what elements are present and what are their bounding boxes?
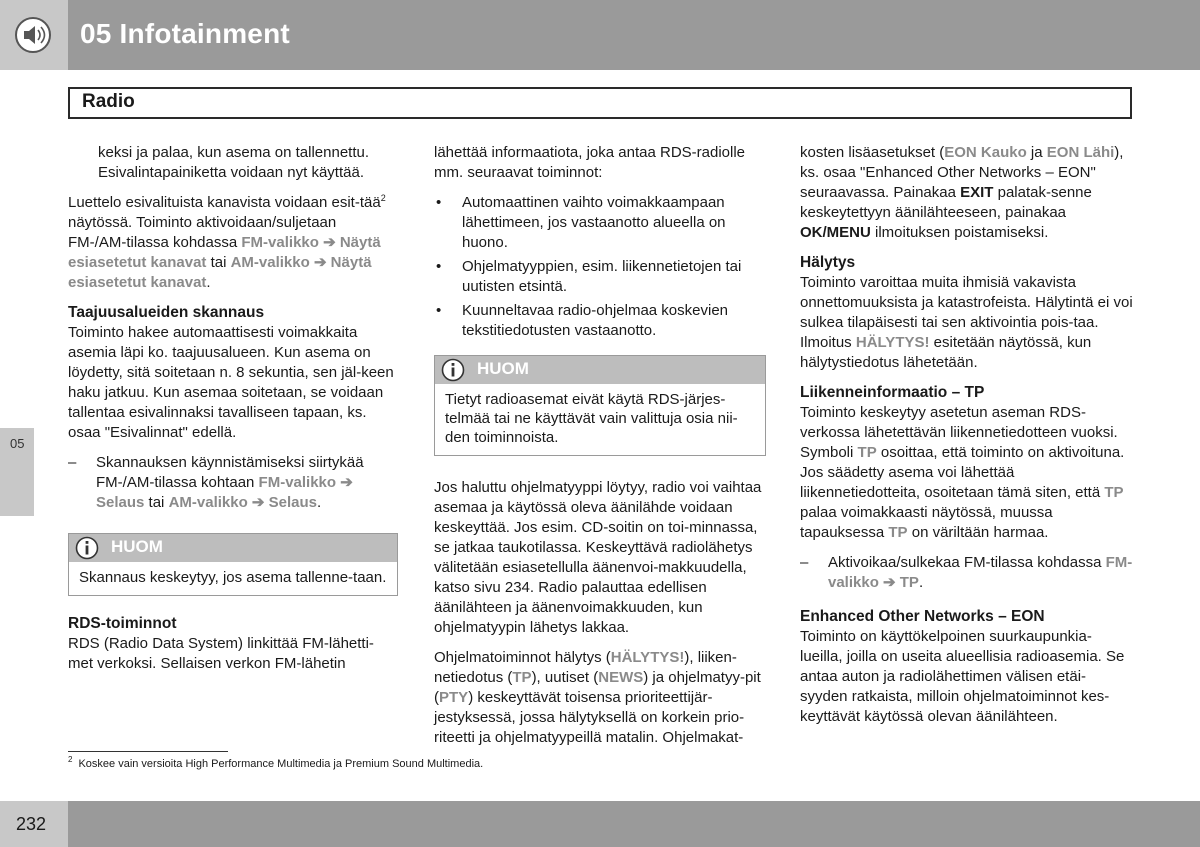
heading-scan: Taajuusalueiden skannaus xyxy=(68,304,265,321)
text: esitetään näytössä, kun hälytystiedotus lähetetään. xyxy=(800,334,1092,371)
symbol-tp: TP xyxy=(857,444,877,461)
note-header xyxy=(69,534,397,562)
text: ja xyxy=(1026,144,1047,161)
side-chapter-tab xyxy=(0,428,34,516)
text: osoittaa, että toiminto on aktivoituna. Jos säädetty asema voi lähettää liikennetiedotteita, osoitetaan tämä siten, että xyxy=(800,444,1125,501)
text: näytössä. Toiminto aktivoidaan/suljetaan FM-/AM-tilassa kohdassa xyxy=(68,214,337,251)
symbol-pty: PTY xyxy=(439,689,469,706)
paragraph-scan: Toiminto hakee automaattisesti voimakkaita asemia läpi ko. taajuusalueen. Kun asema on löydetty, sitä soitetaan n. 8 sekuntia, sen jäl-keen haku jatkuu. Kun asemaa soitetaan, se voidaan tallentaa esivalinnaksi tavalliseen tapaan, ks. osaa "Esivalinnat" edellä. xyxy=(68,324,394,441)
bullet-marker: • xyxy=(436,302,442,319)
paragraph-rds: RDS (Radio Data System) linkittää FM-lähetti-met verkoksi. Sellaisen verkon FM-lähetin xyxy=(68,635,374,672)
note-title: HUOM xyxy=(477,359,529,378)
text: Ohjelmatoiminnot hälytys ( xyxy=(434,649,611,666)
heading-alarm: Hälytys xyxy=(800,254,856,271)
paragraph-program-type: Jos haluttu ohjelmatyyppi löytyy, radio voi vaihtaa asemaa ja käytössä oleva äänilähde voidaan keskeyttää. Jos esim. CD-soitin on toi-minnassa, se jatkaa taukotilassa. Keskeyttävä radiolähetys välitetään esiasetellulla äänenvoi-makkuudella, katso sivu 234. Radio palauttaa edellisen äänilähteen ja äänenvoimakkuuden, kun ohjelmatyypin lähetys lakkaa. xyxy=(434,479,762,636)
list-item xyxy=(434,257,766,297)
column-1 xyxy=(68,143,398,684)
paragraph-alarm xyxy=(800,273,1133,373)
footnote-text: Koskee vain versioita High Performance Multimedia ja Premium Sound Multimedia. xyxy=(78,758,484,770)
symbol-alarm: HÄLYTYS! xyxy=(610,649,685,666)
note-title: HUOM xyxy=(111,537,163,556)
list-item xyxy=(68,453,398,513)
paragraph: keksi ja palaa, kun asema on tallennettu. Esivalintapainiketta voidaan nyt käyttää. xyxy=(98,144,370,181)
heading-tp: Liikenneinformaatio – TP xyxy=(800,384,985,401)
note-body: Skannaus keskeytyy, jos asema tallenne-taan. xyxy=(79,569,387,586)
note-header xyxy=(435,356,765,384)
footnote-number: 2 xyxy=(68,755,73,765)
bullet-list xyxy=(434,193,766,341)
text: . xyxy=(317,494,322,511)
menu-path: FM-valikko ➔ Selaus xyxy=(96,474,353,511)
note-box xyxy=(434,355,766,456)
text: . xyxy=(918,574,924,591)
paragraph: lähettää informaatiota, joka antaa RDS-radiolle mm. seuraavat toiminnot: xyxy=(434,144,746,181)
symbol-news: NEWS xyxy=(598,669,644,686)
section-header xyxy=(68,87,1132,119)
text: palaa voimakkaasti näytössä, muussa tapauksessa xyxy=(800,504,1053,541)
text: ) keskeyttävät toisensa prioriteettijär-jestyksessä, jossa hälytyksellä on korkein prio-riteetti ja ohjelmatyypeillä matalin. Ohjelmakat- xyxy=(434,689,745,746)
heading-eon: Enhanced Other Networks – EON xyxy=(800,608,1045,625)
info-icon xyxy=(75,536,99,560)
text: kosten lisäasetukset ( xyxy=(800,144,945,161)
text: . xyxy=(206,274,211,291)
paragraph-tp xyxy=(800,403,1133,543)
text: ) ja ohjelmatyy-pit ( xyxy=(434,669,761,706)
text: Skannauksen käynnistämiseksi siirtykää FM-/AM-tilassa kohtaan xyxy=(96,454,364,491)
footnote-ref: 2 xyxy=(380,193,386,203)
text: Automaattinen vaihto voimakkaampaan lähettimeen, jos vastaanotto alueella on huono. xyxy=(462,194,726,251)
column-2 xyxy=(434,143,766,758)
heading-rds: RDS-toiminnot xyxy=(68,615,177,632)
paragraph-preset-list xyxy=(68,193,398,293)
paragraph-priorities xyxy=(434,648,766,748)
symbol-tp: TP xyxy=(512,669,532,686)
text: ), uutiset ( xyxy=(531,669,599,686)
list-item xyxy=(434,193,766,253)
column-3 xyxy=(800,143,1133,737)
list-item xyxy=(434,301,766,341)
info-icon xyxy=(441,358,465,382)
page-number: 232 xyxy=(16,814,47,834)
text: ), ks. osaa "Enhanced Other Networks – EON" seuraavassa. Painakaa xyxy=(800,144,1124,201)
dash-marker: – xyxy=(800,554,809,571)
bullet-marker: • xyxy=(436,194,442,211)
menu-path: FM-valikko ➔ Näytä esiasetetut kanavat xyxy=(68,234,381,271)
text: ), liiken-netiedotus ( xyxy=(434,649,737,686)
text: tai xyxy=(144,494,169,511)
text: Luettelo esivalituista kanavista voidaan esit-tää xyxy=(68,194,381,211)
symbol-tp: TP xyxy=(1104,484,1124,501)
footer-bar xyxy=(68,801,1200,847)
text: palatak-senne keskeytettyyn äänilähteeseen, painakaa xyxy=(800,184,1092,221)
list-item xyxy=(800,553,1133,593)
text: ilmoituksen poistamiseksi. xyxy=(870,224,1049,241)
text: Toiminto varoittaa muita ihmisiä vakavista onnettomuuksista ja katastrofeista. Hälytintä ei voi sulkea tilapäisesti tai sen aktivointia pois-taa. Ilmoitus xyxy=(800,274,1133,351)
speaker-icon xyxy=(14,16,52,54)
dash-marker: – xyxy=(68,454,77,471)
key-exit: EXIT xyxy=(960,184,994,201)
header-icon-area xyxy=(0,0,68,70)
footnote xyxy=(68,755,484,770)
menu-path: AM-valikko ➔ Selaus xyxy=(168,494,318,511)
menu-path: FM-valikko ➔ TP xyxy=(828,554,1133,591)
section-title: Radio xyxy=(82,91,135,112)
chapter-title: 05 Infotainment xyxy=(80,18,290,49)
paragraph-eon-settings xyxy=(800,143,1133,243)
note-box xyxy=(68,533,398,596)
bullet-marker: • xyxy=(436,258,442,275)
side-tab-label: 05 xyxy=(10,436,25,451)
text: Ohjelmatyyppien, esim. liikennetietojen tai uutisten etsintä. xyxy=(462,258,742,295)
footnote-divider xyxy=(68,751,228,752)
symbol-alarm: HÄLYTYS! xyxy=(855,334,930,351)
paragraph-eon: Toiminto on käyttökelpoinen suurkaupunkia-lueilla, joilla on useita alueellisia radioasemia. Se antaa auton ja radiolähettimen välisen etäi-syyden ratkaista, milloin ohjelmatoiminnot kes-keyttävät käytössä olevan äänilähteen. xyxy=(800,628,1125,725)
key-ok-menu: OK/MENU xyxy=(800,224,871,241)
text: tai xyxy=(206,254,231,271)
menu-path: AM-valikko ➔ Näytä esiasetetut kanavat xyxy=(68,254,372,291)
text: Toiminto keskeytyy asetetun aseman RDS-verkossa lähetettävän liikennetiedotteen vuoksi. Symboli xyxy=(800,404,1118,461)
text: on väriltään harmaa. xyxy=(907,524,1049,541)
symbol-tp: TP xyxy=(888,524,908,541)
symbol-eon-lahi: EON Lähi xyxy=(1046,144,1115,161)
text: Aktivoikaa/sulkekaa FM-tilassa kohdassa xyxy=(828,554,1106,571)
text: Kuunneltavaa radio-ohjelmaa koskevien tekstitiedotusten vastaanotto. xyxy=(462,302,729,339)
symbol-eon-kauko: EON Kauko xyxy=(944,144,1027,161)
note-body: Tietyt radioasemat eivät käytä RDS-järjes-telmää tai ne käyttävät vain valittuja osia nii-den toiminnoista. xyxy=(445,391,738,446)
